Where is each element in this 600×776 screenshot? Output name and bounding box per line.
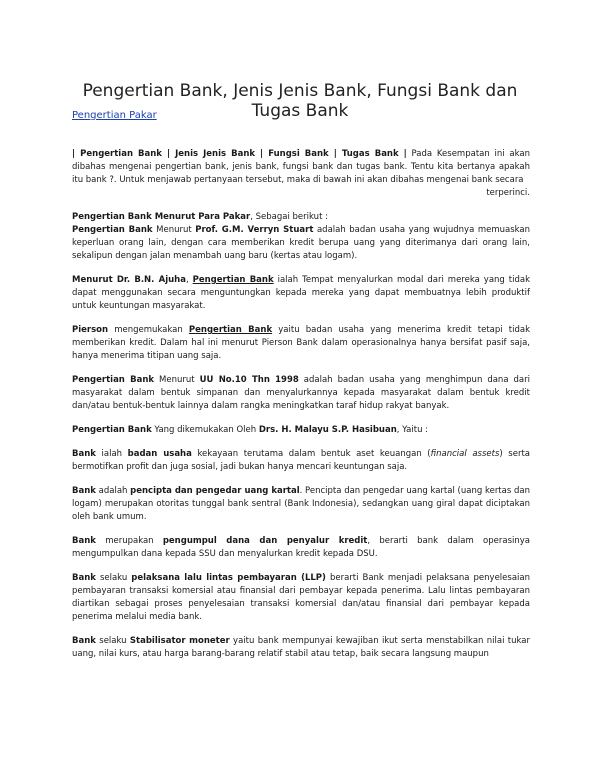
stabilisator-t2: yaitu bank mempunyai kewajiban ikut serta menstabilkan nilai tukar uang, nilai kurs, atau harga barang-barang relatif stabil atau tetap, baik secara langsung maupun (72, 636, 530, 659)
hasibuan-b1: Pengertian Bank (72, 425, 152, 435)
kekayaan-t2: kekayaan terutama dalam bentuk aset keuangan ( (191, 449, 431, 459)
intro-keywords: | Pengertian Bank | Jenis Jenis Bank | Fungsi Bank | Tugas Bank | (72, 149, 407, 159)
hasibuan-paragraph (72, 424, 530, 437)
intro-paragraph (72, 148, 530, 200)
kekayaan-b2: badan usaha (127, 449, 192, 459)
pierson-link[interactable]: Pengertian Bank (188, 325, 273, 335)
verryn-b2: Prof. G.M. Verryn Stuart (195, 225, 314, 235)
verryn-t2: adalah badan usaha yang wujudnya memuaskan keperluan orang lain, dengan cara memberikan kredit berupa uang yang diterimanya dari orang lain, sekalipun dengan jalan menambah uang baru (kertas atau logam). (72, 225, 531, 261)
hasibuan-b2: Drs. H. Malayu S.P. Hasibuan (258, 425, 397, 435)
penghimpun-t1: merupakan (95, 536, 163, 546)
uu10-b1: Pengertian Bank (72, 375, 155, 385)
source-link[interactable]: Pengertian Pakar (72, 110, 157, 121)
intro-text: Pada Kesempatan ini akan dibahas mengenai pengertian bank, jenis bank, fungsi bank dan tugas bank. Tentu kita bertanya apakah itu bank ?. Untuk menjawab pertanyaan tersebut, maka di bawah ini akan dibahas mengenai bank secara (72, 149, 530, 185)
uu10-t1: Menurut (154, 375, 200, 385)
kekayaan-b1: Bank (72, 449, 96, 459)
kekayaan-i1: financial assets (430, 449, 500, 459)
llp-t2: berarti Bank menjadi pelaksana penyelesaian pembayaran transaksi komersial atau finansial dari pembayar kepada penerima. Lalu lintas pembayaran diartikan sebagai proses penyelesaian transaksi komersial dan/atau finansial dari pembayar kepada penerima melalui media bank. (72, 573, 530, 622)
ajuha-t2: ialah Tempat menyalurkan modal dari mereka yang tidak dapat menggunakan secara menguntungkan kepada mereka yang dapat membuatnya lebih produktif untuk keuntungan masyarakat. (72, 275, 531, 311)
hasibuan-t1: Yang dikemukakan Oleh (151, 425, 259, 435)
uu10-t2: adalah badan usaha yang menghimpun dana dari masyarakat dalam bentuk simpanan dan menyalurkannya kepada masyarakat dalam bentuk kredit dan/atau bentuk-bentuk lainnya dalam rangka meningkatkan taraf hidup rakyat banyak. (72, 375, 530, 411)
penghimpun-b2: pengumpul dana dan penyalur kredit (162, 536, 368, 546)
pencipta-paragraph (72, 485, 530, 524)
pencipta-b2: pencipta dan pengedar uang kartal (130, 486, 300, 496)
penghimpun-t2: , berarti bank dalam operasinya mengumpulkan dana kepada SSU dan menyalurkan kredit kepada DSU. (72, 536, 530, 559)
pierson-t2: yaitu badan usaha yang menerima kredit tetapi tidak memberikan kredit. Dalam hal ini menurut Pierson Bank dalam operasionalnya hanya bersifat pasif saja, hanya menerima titipan uang saja. (72, 325, 530, 361)
kekayaan-t1: ialah (95, 449, 128, 459)
para-pakar-heading (72, 211, 530, 224)
uu10-b2: UU No.10 Thn 1998 (199, 375, 299, 385)
para-pakar-text: , Sebagai berikut : (250, 212, 328, 222)
stabilisator-t1: selaku (95, 636, 130, 646)
penghimpun-b1: Bank (72, 536, 96, 546)
pencipta-b1: Bank (72, 486, 96, 496)
uu10-paragraph (72, 374, 530, 413)
kekayaan-t3: ) serta bermotifkan profit dan juga sosial, jadi bukan hanya mencari keuntungan saja. (72, 449, 531, 472)
article-body (72, 148, 530, 672)
para-pakar-bold: Pengertian Bank Menurut Para Pakar (72, 212, 251, 222)
ajuha-b1: Menurut Dr. B.N. Ajuha (72, 275, 186, 285)
pencipta-t1: adalah (95, 486, 131, 496)
pierson-t1: mengemukakan (108, 325, 189, 335)
hasibuan-t2: , Yaitu : (396, 425, 429, 435)
pierson-b1: Pierson (72, 325, 109, 335)
kekayaan-paragraph (72, 448, 530, 474)
intro-tail: terperinci. (486, 188, 530, 198)
llp-b2: pelaksana lalu lintas pembayaran (LLP) (131, 573, 326, 583)
penghimpun-paragraph (72, 535, 530, 561)
llp-paragraph (72, 572, 530, 624)
ajuha-link[interactable]: Pengertian Bank (192, 275, 274, 285)
ajuha-t1: , (185, 275, 193, 285)
llp-b1: Bank (72, 573, 96, 583)
stabilisator-b2: Stabilisator moneter (129, 636, 230, 646)
stabilisator-paragraph (72, 635, 530, 661)
pierson-paragraph (72, 324, 530, 363)
page-title: Pengertian Bank, Jenis Jenis Bank, Fungsi Bank dan Tugas Bank (82, 81, 518, 122)
verryn-b1: Pengertian Bank (72, 225, 153, 235)
pencipta-t2: . Pencipta dan pengedar uang kartal (uang kertas dan logam) merupakan otoritas tunggal bank sentral (Bank Indonesia), sedangkan uang giral dapat diciptakan oleh bank umum. (72, 486, 530, 522)
verryn-t1: Menurut (152, 225, 196, 235)
llp-t1: selaku (95, 573, 132, 583)
stabilisator-b1: Bank (72, 636, 96, 646)
verryn-stuart-paragraph (72, 224, 530, 263)
ajuha-paragraph (72, 274, 530, 313)
